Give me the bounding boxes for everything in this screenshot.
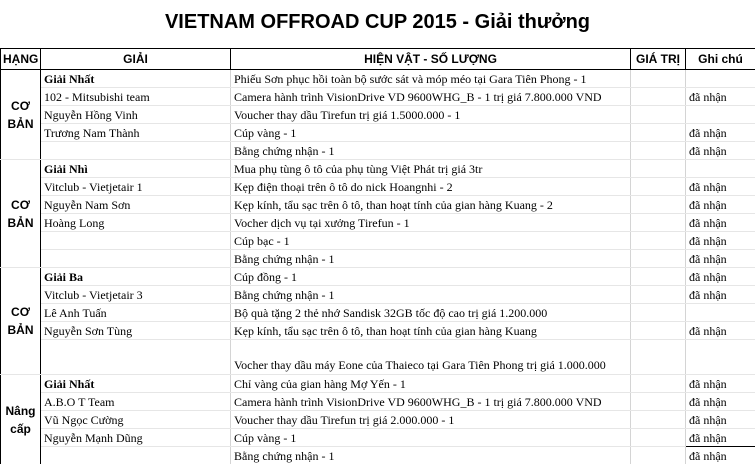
prize-table <box>0 48 755 464</box>
award-cell[interactable]: Hoàng Long <box>41 214 231 232</box>
header-note[interactable]: Ghi chú <box>686 49 755 70</box>
value-cell[interactable] <box>631 447 686 464</box>
award-cell[interactable]: Giải Nhất <box>41 375 231 393</box>
award-cell[interactable]: Trương Nam Thành <box>41 124 231 142</box>
award-cell[interactable]: Vitclub - Vietjetair 3 <box>41 286 231 304</box>
award-cell[interactable]: Vũ Ngọc Cường <box>41 411 231 429</box>
prize-cell[interactable]: Cúp vàng - 1 <box>231 429 631 447</box>
award-cell[interactable]: Giải Nhất <box>41 70 231 88</box>
prize-cell[interactable]: Camera hành trình VisionDrive VD 9600WHG_B - 1 trị giá 7.800.000 VND <box>231 393 631 411</box>
table-row <box>1 286 755 304</box>
award-cell[interactable] <box>41 340 231 375</box>
rank-cell[interactable]: CƠ BẢN <box>1 70 41 160</box>
note-cell[interactable]: đã nhận <box>686 124 755 142</box>
table-row <box>1 160 755 178</box>
note-cell[interactable] <box>686 304 755 322</box>
note-cell[interactable]: đã nhận <box>686 286 755 304</box>
prize-cell[interactable]: Camera hành trình VisionDrive VD 9600WHG_B - 1 trị giá 7.800.000 VND <box>231 88 631 106</box>
note-cell[interactable] <box>686 106 755 124</box>
rank-cell[interactable]: Nâng cấp <box>1 375 41 464</box>
note-cell[interactable]: đã nhận <box>686 411 755 429</box>
table-row <box>1 393 755 411</box>
prize-cell[interactable]: Vocher dịch vụ tại xưởng Tirefun - 1 <box>231 214 631 232</box>
prize-cell[interactable]: Mua phụ tùng ô tô của phụ tùng Việt Phát trị giá 3tr <box>231 160 631 178</box>
value-cell[interactable] <box>631 250 686 268</box>
value-cell[interactable] <box>631 160 686 178</box>
header-value[interactable]: GIÁ TRỊ <box>631 49 686 70</box>
table-row <box>1 447 755 464</box>
value-cell[interactable] <box>631 214 686 232</box>
value-cell[interactable] <box>631 286 686 304</box>
award-cell[interactable]: Nguyễn Mạnh Dũng <box>41 429 231 447</box>
prize-cell[interactable]: Phiếu Sơn phục hồi toàn bộ sước sát và móp méo tại Gara Tiên Phong - 1 <box>231 70 631 88</box>
award-cell[interactable]: Lê Anh Tuấn <box>41 304 231 322</box>
header-rank[interactable]: HẠNG <box>1 49 41 70</box>
award-cell[interactable]: 102 - Mitsubishi team <box>41 88 231 106</box>
table-row <box>1 232 755 250</box>
prize-cell[interactable]: Chỉ vàng của gian hàng Mợ Yến - 1 <box>231 375 631 393</box>
header-row <box>1 49 755 70</box>
value-cell[interactable] <box>631 393 686 411</box>
note-cell[interactable]: đã nhận <box>686 429 755 447</box>
value-cell[interactable] <box>631 340 686 375</box>
value-cell[interactable] <box>631 268 686 286</box>
table-row <box>1 214 755 232</box>
award-cell[interactable]: A.B.O T Team <box>41 393 231 411</box>
award-cell[interactable] <box>41 447 231 464</box>
prize-cell[interactable]: Bộ quà tặng 2 thẻ nhớ Sandisk 32GB tốc độ cao trị giá 1.200.000 <box>231 304 631 322</box>
note-cell[interactable] <box>686 160 755 178</box>
table-row <box>1 304 755 322</box>
value-cell[interactable] <box>631 142 686 160</box>
table-row <box>1 375 755 393</box>
table-row <box>1 196 755 214</box>
table-row <box>1 429 755 447</box>
value-cell[interactable] <box>631 375 686 393</box>
note-cell[interactable]: đã nhận <box>686 393 755 411</box>
note-cell[interactable]: đã nhận <box>686 196 755 214</box>
sheet-title: VIETNAM OFFROAD CUP 2015 - Giải thưởng <box>164 10 591 33</box>
value-cell[interactable] <box>631 106 686 124</box>
note-cell[interactable]: đã nhận <box>686 214 755 232</box>
note-cell[interactable] <box>686 340 755 375</box>
note-cell[interactable]: đã nhận <box>686 268 755 286</box>
value-cell[interactable] <box>631 124 686 142</box>
prize-cell[interactable]: Vocher thay dầu máy Eone của Thaieco tại Gara Tiên Phong trị giá 1.000.000 <box>231 340 631 375</box>
award-cell[interactable]: Nguyễn Nam Sơn <box>41 196 231 214</box>
award-cell[interactable]: Giải Ba <box>41 268 231 286</box>
table-row <box>1 70 755 88</box>
note-cell[interactable] <box>686 70 755 88</box>
table-row <box>1 250 755 268</box>
table-row <box>1 268 755 286</box>
header-prize[interactable]: HIỆN VẬT - SỐ LƯỢNG <box>231 49 631 70</box>
note-cell[interactable]: đã nhận <box>686 250 755 268</box>
prize-cell[interactable]: Bằng chứng nhận - 1 <box>231 250 631 268</box>
prize-cell[interactable]: Cúp đồng - 1 <box>231 268 631 286</box>
prize-cell[interactable]: Kẹp điện thoại trên ô tô do nick Hoangnhi - 2 <box>231 178 631 196</box>
table-row <box>1 411 755 429</box>
value-cell[interactable] <box>631 322 686 340</box>
prize-cell[interactable]: Voucher thay dầu Tirefun trị giá 1.5000.000 - 1 <box>231 106 631 124</box>
note-cell[interactable]: đã nhận <box>686 88 755 106</box>
prize-cell[interactable]: Kẹp kính, tẩu sạc trên ô tô, than hoạt tính của gian hàng Kuang - 2 <box>231 196 631 214</box>
prize-cell[interactable]: Bằng chứng nhận - 1 <box>231 286 631 304</box>
note-cell[interactable]: đã nhận <box>686 322 755 340</box>
value-cell[interactable] <box>631 429 686 447</box>
table-body <box>1 70 755 464</box>
header-award[interactable]: GIẢI <box>41 49 231 70</box>
table-row <box>1 178 755 196</box>
value-cell[interactable] <box>631 196 686 214</box>
table-row <box>1 124 755 142</box>
note-cell[interactable]: đã nhận <box>686 178 755 196</box>
award-cell[interactable]: Giải Nhì <box>41 160 231 178</box>
prize-cell[interactable]: Kẹp kính, tẩu sạc trên ô tô, than hoạt tính của gian hàng Kuang <box>231 322 631 340</box>
award-cell[interactable] <box>41 250 231 268</box>
value-cell[interactable] <box>631 88 686 106</box>
prize-cell[interactable]: Bằng chứng nhận - 1 <box>231 142 631 160</box>
award-cell[interactable] <box>41 142 231 160</box>
value-cell[interactable] <box>631 178 686 196</box>
note-cell[interactable]: đã nhận <box>686 142 755 160</box>
table-row <box>1 142 755 160</box>
prize-cell[interactable]: Cúp bạc - 1 <box>231 232 631 250</box>
note-cell[interactable]: đã nhận <box>686 447 755 464</box>
note-cell[interactable]: đã nhận <box>686 375 755 393</box>
table-row <box>1 322 755 340</box>
rank-cell[interactable]: CƠ BẢN <box>1 268 41 375</box>
award-cell[interactable] <box>41 232 231 250</box>
prize-cell[interactable]: Cúp vàng - 1 <box>231 124 631 142</box>
value-cell[interactable] <box>631 70 686 88</box>
table-row <box>1 88 755 106</box>
award-cell[interactable]: Nguyễn Hồng Vinh <box>41 106 231 124</box>
value-cell[interactable] <box>631 232 686 250</box>
table-row <box>1 106 755 124</box>
value-cell[interactable] <box>631 411 686 429</box>
prize-cell[interactable]: Bằng chứng nhận - 1 <box>231 447 631 464</box>
prize-cell[interactable]: Voucher thay dầu Tirefun trị giá 2.000.000 - 1 <box>231 411 631 429</box>
award-cell[interactable]: Vitclub - Vietjetair 1 <box>41 178 231 196</box>
table-row <box>1 340 755 375</box>
rank-cell[interactable]: CƠ BẢN <box>1 160 41 268</box>
value-cell[interactable] <box>631 304 686 322</box>
award-cell[interactable]: Nguyễn Sơn Tùng <box>41 322 231 340</box>
note-cell[interactable]: đã nhận <box>686 232 755 250</box>
